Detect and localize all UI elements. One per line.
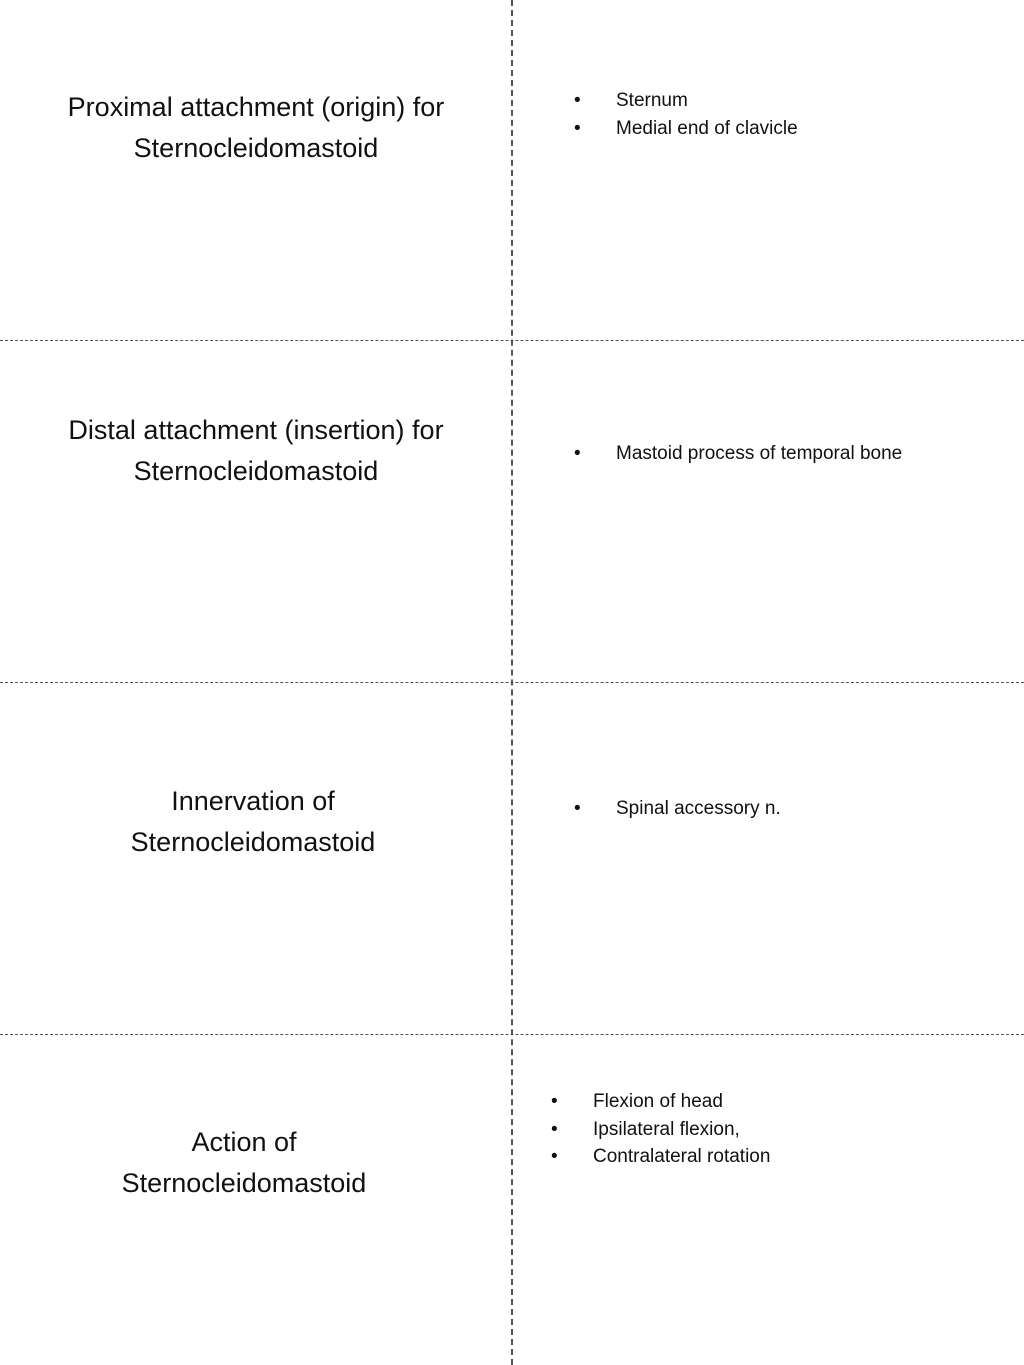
card-3-question-line-1: Innervation of xyxy=(171,786,335,816)
card-2-question-line-2: Sternocleidomastoid xyxy=(133,456,379,486)
list-item: • Contralateral rotation xyxy=(551,1146,771,1167)
horizontal-cut-line-1 xyxy=(0,340,1024,341)
card-2-question-line-1: Distal attachment (insertion) for xyxy=(68,415,444,445)
card-2-answer-list xyxy=(570,440,902,468)
card-1-question-line-1: Proximal attachment (origin) for xyxy=(67,92,445,122)
list-item: • Mastoid process of temporal bone xyxy=(574,443,903,464)
card-4-question-line-1: Action of xyxy=(191,1127,297,1157)
list-item: • Ipsilateral flexion, xyxy=(551,1118,740,1140)
card-1-answer-list xyxy=(570,87,798,142)
card-2-question xyxy=(0,410,512,492)
card-3-answer-list xyxy=(570,795,781,823)
card-4-answer-list xyxy=(547,1088,770,1171)
horizontal-cut-line-2 xyxy=(0,682,1024,683)
list-item: • Spinal accessory n. xyxy=(574,798,781,819)
card-3-question xyxy=(0,781,506,863)
card-4-question xyxy=(0,1122,488,1204)
list-item: • Flexion of head xyxy=(551,1091,723,1112)
card-4-question-line-2: Sternocleidomastoid xyxy=(121,1168,367,1198)
card-1-question xyxy=(0,87,512,169)
card-3-question-line-2: Sternocleidomastoid xyxy=(130,827,376,857)
horizontal-cut-line-3 xyxy=(0,1034,1024,1035)
card-1-question-line-2: Sternocleidomastoid xyxy=(133,133,379,163)
list-item: • Medial end of clavicle xyxy=(574,117,798,139)
list-item: • Sternum xyxy=(574,90,688,111)
